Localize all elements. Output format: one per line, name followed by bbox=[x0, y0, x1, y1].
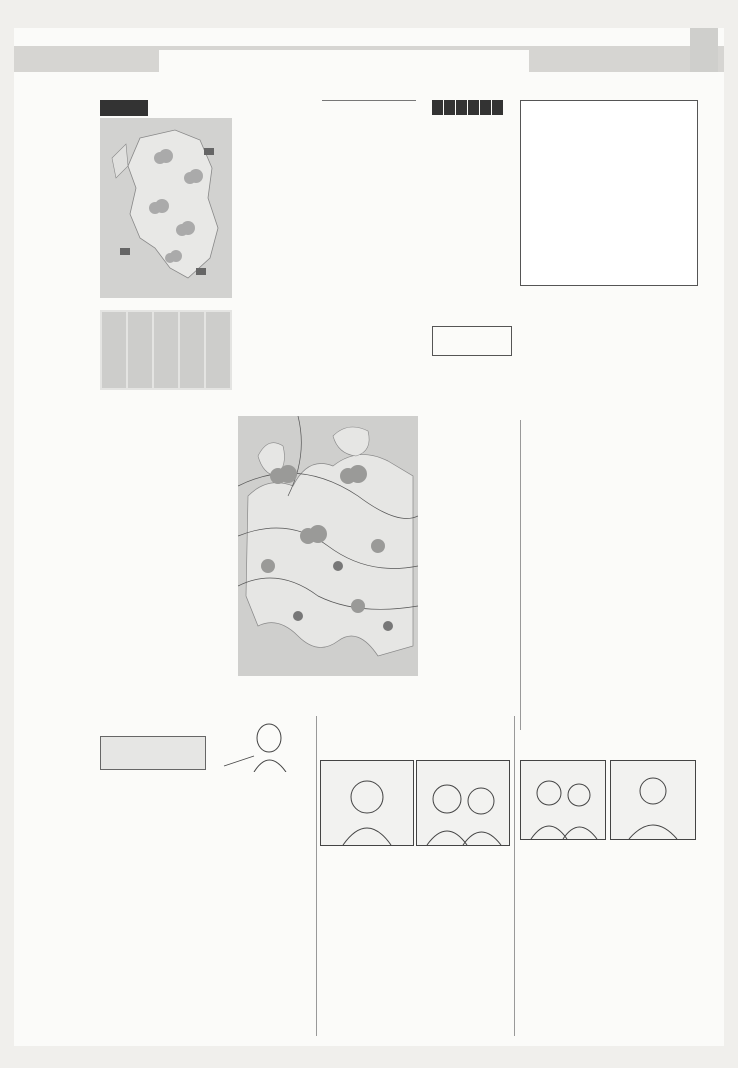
tide-text bbox=[432, 462, 512, 490]
jaalaan-body-2 bbox=[208, 780, 312, 1036]
netherlands-map-graphic bbox=[100, 118, 232, 298]
crossword-grid[interactable] bbox=[520, 100, 698, 286]
page-header bbox=[14, 28, 724, 74]
maud-panel-2 bbox=[610, 760, 696, 840]
puzzle-clues bbox=[432, 136, 512, 322]
forecast-day bbox=[102, 312, 126, 388]
tirsa-panel-1 bbox=[320, 760, 414, 846]
jaalaan-body-1 bbox=[100, 780, 204, 1036]
puzzle-note-box bbox=[432, 326, 512, 356]
forecast-day bbox=[206, 312, 230, 388]
jaalaan-drawing bbox=[214, 716, 304, 772]
weather-article-body bbox=[100, 426, 230, 718]
map-legend bbox=[430, 652, 512, 728]
water-text bbox=[432, 506, 512, 646]
jaalaan-illustration bbox=[214, 716, 304, 772]
tirsa-panel-2-drawing bbox=[417, 761, 509, 845]
puzzle-logo-letter bbox=[444, 100, 455, 115]
tirsa-body-2 bbox=[416, 852, 508, 1036]
column-rule bbox=[514, 716, 515, 1036]
table-header-row bbox=[322, 100, 416, 101]
puzzle-logo-letter bbox=[432, 100, 443, 115]
abroad-column-1 bbox=[238, 100, 316, 412]
tirsa-panel-1-drawing bbox=[321, 761, 413, 845]
maud-panel-1-drawing bbox=[521, 761, 605, 839]
maud-panel-1 bbox=[520, 760, 606, 840]
temperature-table bbox=[322, 100, 416, 410]
forecast-day bbox=[128, 312, 152, 388]
abroad-column-2 bbox=[432, 362, 512, 416]
jaalaan-logo-box bbox=[100, 736, 206, 770]
tirsa-body-1 bbox=[320, 852, 412, 1036]
forecast-day bbox=[180, 312, 204, 388]
sun-moon-text bbox=[432, 430, 512, 448]
header-gap bbox=[159, 50, 529, 72]
weather-logo-het bbox=[100, 100, 148, 116]
puzzle-logo-letter bbox=[492, 100, 503, 115]
puzzle-solution bbox=[520, 288, 696, 360]
puzzle-logo-letter bbox=[456, 100, 467, 115]
five-day-forecast bbox=[100, 310, 232, 390]
puzzle-logo bbox=[432, 100, 512, 118]
colophon bbox=[520, 420, 697, 730]
maud-panel-2-drawing bbox=[611, 761, 695, 839]
europe-weather-map bbox=[238, 416, 418, 676]
forecast-day bbox=[154, 312, 178, 388]
puzzle-logo-letter bbox=[468, 100, 479, 115]
puzzle-logo-letter bbox=[480, 100, 491, 115]
page-number-box bbox=[690, 28, 718, 72]
tirsa-panel-2 bbox=[416, 760, 510, 846]
netherlands-weather-map bbox=[100, 118, 232, 298]
column-rule bbox=[316, 716, 317, 1036]
europe-map-graphic bbox=[238, 416, 418, 676]
